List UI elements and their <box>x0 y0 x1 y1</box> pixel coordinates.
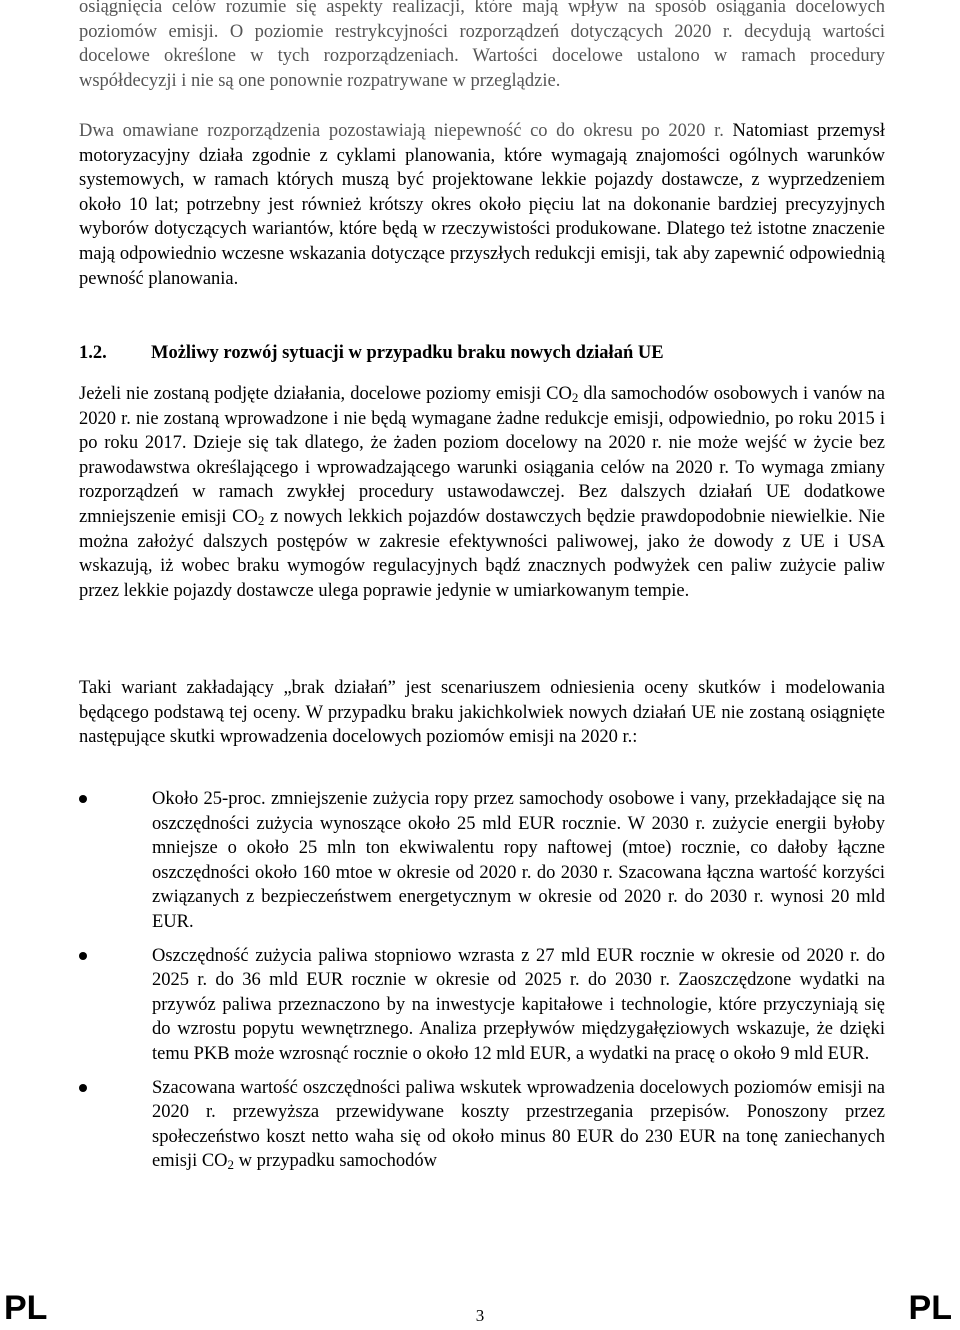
paragraph-no-action <box>79 382 885 603</box>
paragraph-uncertainty <box>79 119 885 291</box>
co2-subscript: 2 <box>257 512 265 528</box>
co2-subscript: 2 <box>571 390 579 405</box>
section-title: Możliwy rozwój sytuacji w przypadku braku nowych działań UE <box>151 343 664 363</box>
paragraph-baseline: Taki wariant zakładający „brak działań” jest scenariuszem odniesienia oceny skutków i modelowania będącego podstawą tej oceny. W przypadku braku jakichkolwiek nowych działań UE nie zostaną osiągnięte następujące skutki wprowadzenia docelowych poziomów emisji na 2020 r.: <box>79 678 885 748</box>
section-number: 1.2. <box>79 343 107 363</box>
list-item <box>79 787 885 935</box>
paragraph-no-action-part: Jeżeli nie zostaną podjęte działania, docelowe poziomy emisji CO <box>79 384 572 404</box>
paragraph-uncertainty-lead: Dwa omawiane rozporządzenia pozostawiają niepewność co do okresu po 2020 r. <box>79 121 724 141</box>
paragraph-uncertainty-body: Natomiast przemysł motoryzacyjny działa zgodnie z cyklami planowania, które wymagają znajomości ogólnych warunków systemowych, w ramach których muszą być projektowane lekkie pojazdy dostawcze, z wyprzedzeniem około 10 lat; potrzebny jest również krótszy okres około pięciu lat na dokonanie bardziej precyzyjnych wyborów dotyczących wariantów, które będą w rzeczywistości produkowane. Dlatego też istotne znaczenie mają odpowiednio wczesne wskazania dotyczące przyszłych redukcji emisji, tak aby zapewnić odpowiednią pewność planowania. <box>79 121 886 289</box>
list-item-text <box>152 1078 885 1172</box>
list-item-text-part: Szacowana wartość oszczędności paliwa wskutek wprowadzenia docelowych poziomów emisji na 2020 r. przewyższa przewidywane koszty przestrzegania przepisów. Ponoszony przez społeczeństwo koszt netto waha się od około minus 80 EUR do 230 EUR na tonę zaniechanych emisji CO <box>152 1077 885 1172</box>
list-item-text-part: w przypadku samochodów <box>234 1151 437 1172</box>
bullet-dot-icon <box>79 1084 87 1092</box>
bullet-dot-icon <box>79 952 87 960</box>
list-item-text: Oszczędność zużycia paliwa stopniowo wzrasta z 27 mld EUR rocznie w okresie od 2020 r. do 2025 r. do 36 mld EUR rocznie w okresie od 2025 r. do 2030 r. Zaoszczędzone wydatki na przywóz paliwa przeznaczono by na inwestycje kapitałowe i technologie, które przyczyniają się do wzrostu popytu wewnętrznego. Analiza przepływów międzygałęziowych wskazuje, że dzięki temu PKB może wzrosnąć rocznie o około 12 mld EUR, a wydatki na pracę o około 9 mld EUR. <box>152 945 885 1064</box>
co2-subscript: 2 <box>227 1157 235 1173</box>
paragraph-no-action-part: dla samochodów osobowych i vanów na 2020 r. nie zostaną wprowadzone i nie będą wymagane żadne redukcje emisji, odpowiednio, po roku 2015 i po roku 2017. Dzieje się tak dlatego, że żaden poziom docelowy na 2020 r. nie może wejść w życie bez prawodawstwa określającego i wprowadzającego warunki osiągania celów na 2020 r. To wymaga zmiany rozporządzeń w ramach zwykłej procedury ustawodawczej. Bez dalszych działań UE dodatkowe zmniejszenie emisji CO <box>79 384 885 527</box>
impacts-list <box>79 787 885 1174</box>
list-item <box>79 1076 885 1174</box>
paragraph-no-action-part: z nowych lekkich pojazdów dostawczych będzie prawdopodobnie niewielkie. Nie można założyć dalszych postępów w zakresie efektywności paliwowej, jako że dowody z UE i USA wskazują, iż wobec braku wymogów regulacyjnych bądź znacznych podwyżek cen paliw zużycie paliw przez lekkie pojazdy dostawcze ulega poprawie jedynie w umiarkowanym tempie. <box>79 506 885 601</box>
paragraph-intro: osiągnięcia celów rozumie się aspekty realizacji, które mają wpływ na sposób osiągania docelowych poziomów emisji. O poziomie restrykcyjności rozporządzeń dotyczących 2020 r. decydują wartości docelowe określone w tych rozporządzeniach. Wartości docelowe ustalono w ramach procedury współdecyzji i nie są one ponownie rozpatrywane w przeglądzie. <box>79 0 885 91</box>
footer-language-right: PL <box>908 1289 952 1327</box>
list-item-text: Około 25-proc. zmniejszenie zużycia ropy przez samochody osobowe i vany, przekładające się na oszczędności zużycia wynoszące około 25 mld EUR rocznie. W 2030 r. zużycie energii byłoby mniejsze o około 25 mln ton ekwiwalentu ropy naftowej (mtoe) rocznie, co dałoby łączne oszczędności około 160 mtoe w okresie od 2020 r. do 2030 r. Szacowana łączna wartość korzyści związanych z bezpieczeństwem energetycznym w okresie od 2020 r. do 2030 r. wynosi 20 mld EUR. <box>152 789 885 932</box>
section-heading <box>79 341 885 365</box>
bullet-dot-icon <box>79 795 87 803</box>
list-item <box>79 944 885 1067</box>
footer-language-left: PL <box>4 1289 48 1327</box>
page-number: 3 <box>475 1306 485 1325</box>
